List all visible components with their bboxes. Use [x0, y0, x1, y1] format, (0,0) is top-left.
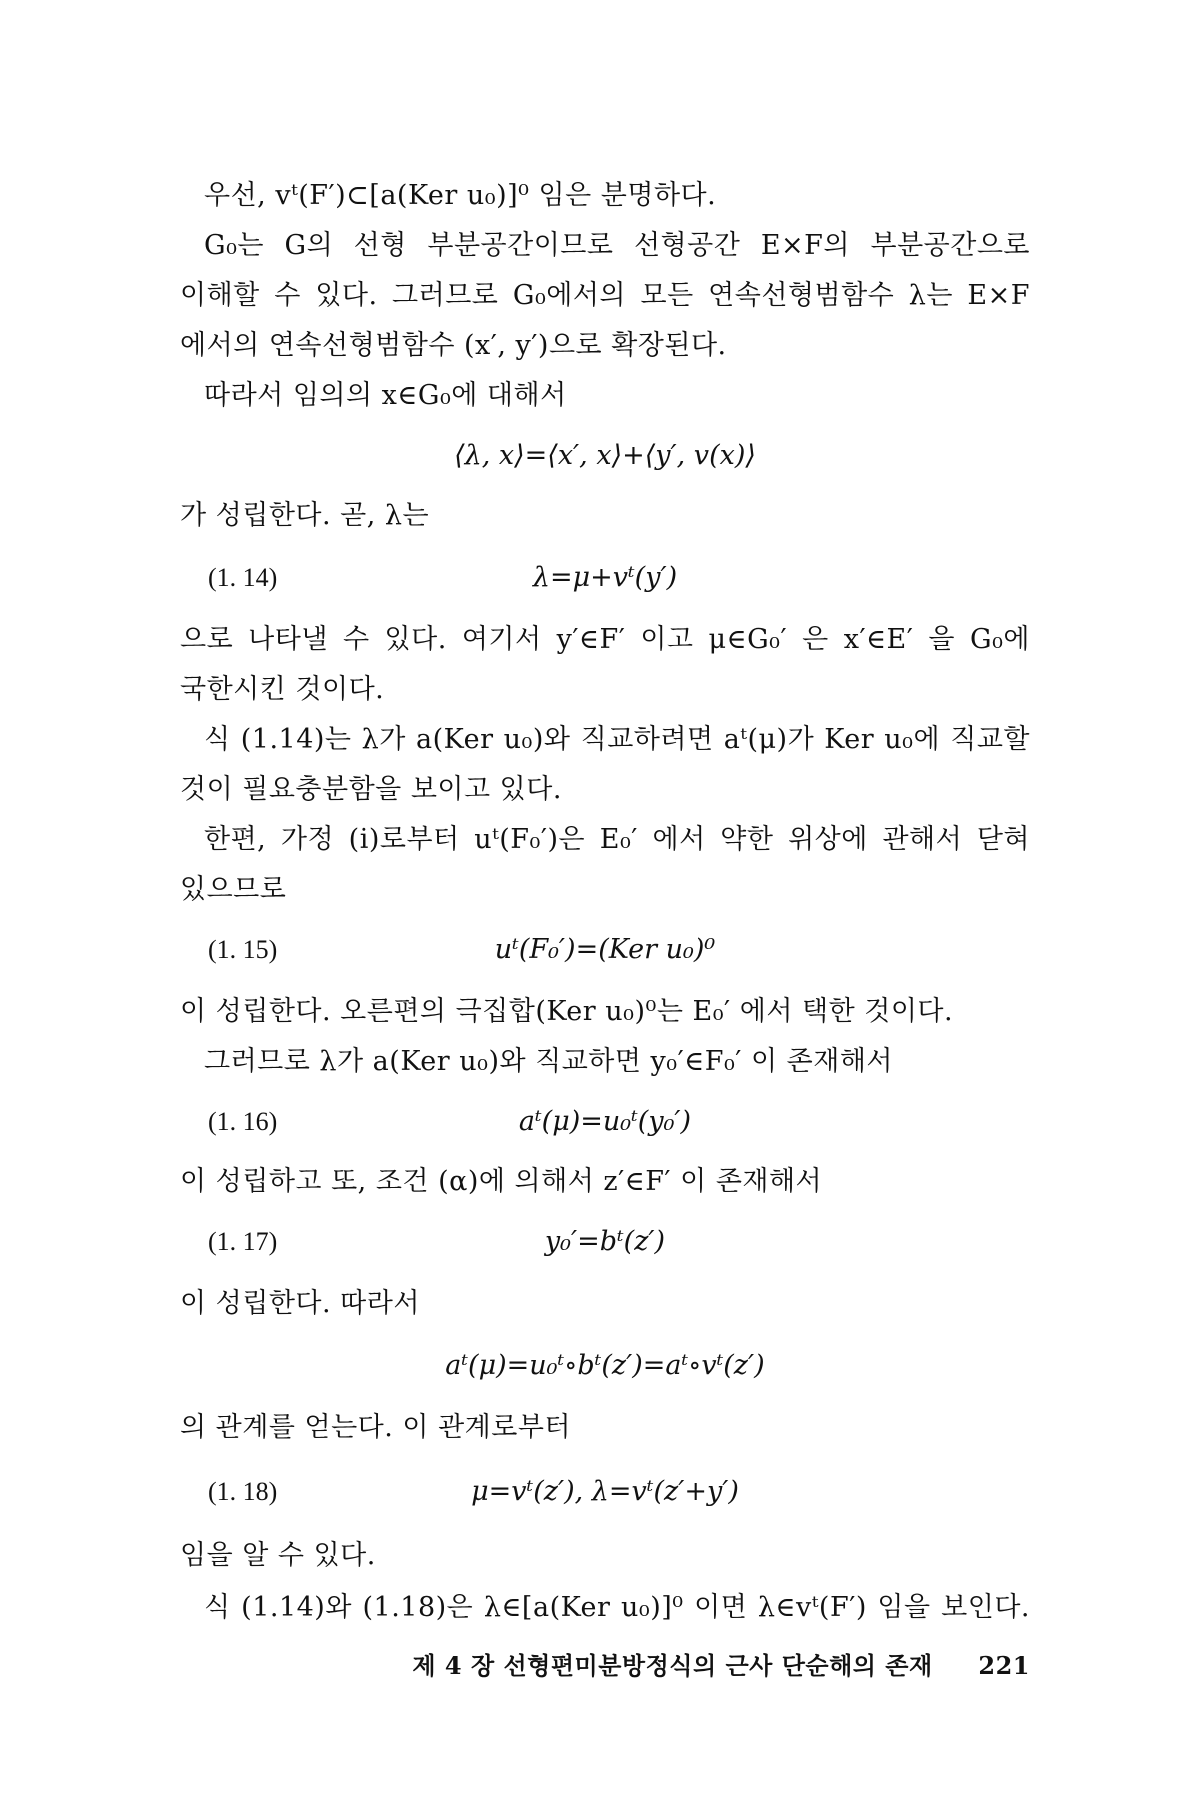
equation-number-1-14: (1. 14) [208, 563, 278, 592]
text-line-5: 따라서 임의의 x∈G₀에 대해서 [204, 380, 567, 411]
page-number: 221 [978, 1651, 1030, 1680]
text-line-12: 있으므로 [180, 874, 287, 905]
equation-number-1-18: (1. 18) [208, 1477, 278, 1506]
text-line-1: 우선, vᵗ(F′)⊂[a(Ker u₀)]⁰ 임은 분명하다. [204, 180, 717, 211]
page-footer [410, 1648, 1030, 1684]
text-line-3: 이해할 수 있다. 그러므로 G₀에서의 모든 연속선형범함수 λ는 E×F [180, 280, 1030, 311]
running-head: 제 4 장 선형편미분방정식의 근사 단순해의 존재 [412, 1651, 933, 1680]
text-line-10: 것이 필요충분함을 보이고 있다. [180, 774, 562, 805]
text-line-2: G₀는 G의 선형 부분공간이므로 선형공간 E×F의 부분공간으로 [204, 230, 1030, 261]
text-line-17: 의 관계를 얻는다. 이 관계로부터 [180, 1412, 571, 1443]
text-line-9: 식 (1.14)는 λ가 a(Ker u₀)와 직교하려면 aᵗ(μ)가 Ker u₀에 직교할 [204, 724, 1030, 755]
text-line-14: 그러므로 λ가 a(Ker u₀)와 직교하면 y₀′∈F₀′ 이 존재해서 [204, 1046, 894, 1077]
text-line-15: 이 성립하고 또, 조건 (α)에 의해서 z′∈F′ 이 존재해서 [180, 1166, 823, 1197]
display-equation-1-18: μ=vᵗ(z′), λ=vᵗ(z′+y′) [471, 1476, 739, 1507]
equation-number-1-17: (1. 17) [208, 1227, 278, 1256]
text-line-16: 이 성립한다. 따라서 [180, 1288, 420, 1319]
display-equation-composition: aᵗ(μ)=u₀ᵗ∘bᵗ(z′)=aᵗ∘vᵗ(z′) [445, 1350, 765, 1381]
text-line-6: 가 성립한다. 곧, λ는 [180, 500, 430, 531]
text-line-4: 에서의 연속선형범함수 (x′, y′)으로 확장된다. [180, 330, 727, 361]
equation-number-1-16: (1. 16) [208, 1107, 278, 1136]
text-line-7: 으로 나타낼 수 있다. 여기서 y′∈F′ 이고 μ∈G₀′ 은 x′∈E′ 을 G₀에 [180, 624, 1030, 655]
display-equation-1-17: y₀′=bᵗ(z′) [544, 1226, 666, 1257]
text-line-18: 임을 알 수 있다. [180, 1540, 376, 1571]
text-line-11: 한편, 가정 (i)로부터 uᵗ(F₀′)은 E₀′ 에서 약한 위상에 관해서 닫혀 [204, 824, 1030, 855]
display-equation-inner-product: ⟨λ, x⟩=⟨x′, x⟩+⟨y′, v(x)⟩ [454, 440, 756, 471]
text-line-19: 식 (1.14)와 (1.18)은 λ∈[a(Ker u₀)]⁰ 이면 λ∈vᵗ(F′) 임을 보인다. [204, 1592, 1030, 1623]
display-equation-1-15: uᵗ(F₀′)=(Ker u₀)⁰ [494, 934, 716, 965]
display-equation-1-14: λ=μ+vᵗ(y′) [532, 562, 678, 593]
text-line-8: 국한시킨 것이다. [180, 674, 385, 705]
equation-number-1-15: (1. 15) [208, 935, 278, 964]
display-equation-1-16: aᵗ(μ)=u₀ᵗ(y₀′) [518, 1106, 692, 1137]
text-line-13: 이 성립한다. 오른편의 극집합(Ker u₀)⁰는 E₀′ 에서 택한 것이다. [180, 996, 954, 1027]
